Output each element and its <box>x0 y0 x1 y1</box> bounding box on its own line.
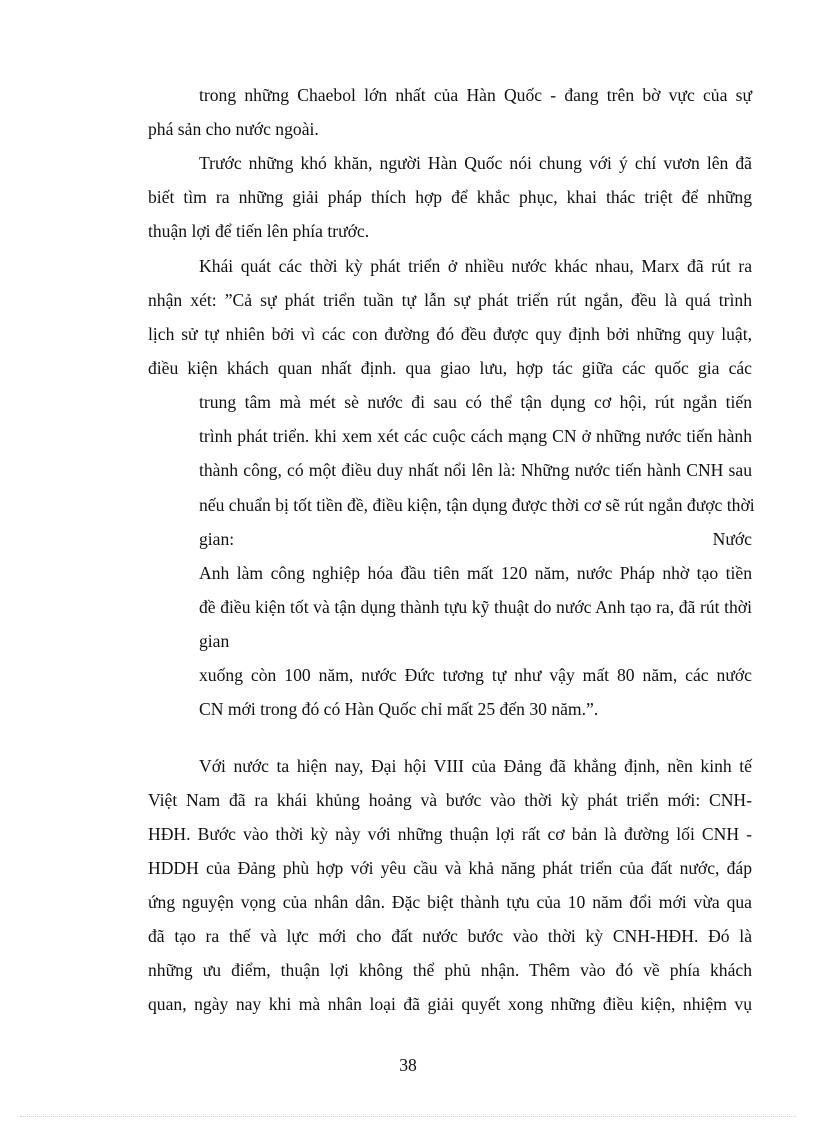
text-line: trung tâm mà mét sè nước đi sau có thể tận dụng cơ hội, rút ngắn tiến <box>199 392 752 412</box>
text-line: nhận xét: ”Cả sự phát triển tuần tự lẫn sự phát triển rút ngắn, đều là quá trình <box>148 290 752 310</box>
text-line: trong những Chaebol lớn nhất của Hàn Quốc - đang trên bờ vực của sự <box>199 85 752 105</box>
page-number: 38 <box>399 1055 417 1075</box>
text-line: CN mới trong đó có Hàn Quốc chỉ mất 25 đến 30 năm.”. <box>199 699 599 719</box>
text-line: ứng nguyện vọng của nhân dân. Đặc biệt thành tựu của 10 năm đổi mới vừa qua <box>148 892 752 912</box>
text-line: Nước <box>712 529 752 549</box>
page-bottom-divider <box>20 1116 796 1117</box>
text-line: gian <box>199 631 230 651</box>
text-line: đề điều kiện tốt và tận dụng thành tựu kỹ thuật do nước Anh tạo ra, đã rút thời <box>199 597 752 617</box>
text-line: phá sản cho nước ngoài. <box>148 119 319 139</box>
text-line: Trước những khó khăn, người Hàn Quốc nói chung với ý chí vươn lên đã <box>199 153 752 173</box>
text-line: HĐH. Bước vào thời kỳ này với những thuận lợi rất cơ bản là đường lối CNH - <box>148 824 752 844</box>
text-line: Anh làm công nghiệp hóa đầu tiên mất 120 năm, nước Pháp nhờ tạo tiền <box>199 563 752 583</box>
text-line: những ưu điểm, thuận lợi không thể phủ nhận. Thêm vào đó về phía khách <box>148 960 752 980</box>
text-line: xuống còn 100 năm, nước Đức tương tự như vậy mất 80 năm, các nước <box>199 665 752 685</box>
text-line: Với nước ta hiện nay, Đại hội VIII của Đảng đã khẳng định, nền kinh tế <box>199 756 752 776</box>
text-line: điều kiện khách quan nhất định. qua giao lưu, hợp tác giữa các quốc gia các <box>148 358 752 378</box>
text-line: gian: <box>199 529 235 549</box>
text-line: Việt Nam đã ra khái khủng hoảng và bước vào thời kỳ phát triển mới: CNH- <box>148 790 752 810</box>
text-line: lịch sử tự nhiên bởi vì các con đường đó đều được quy định bởi những quy luật, <box>148 324 752 344</box>
text-line: quan, ngày nay khi mà nhân loại đã giải quyết xong những điều kiện, nhiệm vụ <box>148 994 752 1014</box>
text-line: biết tìm ra những giải pháp thích hợp để khắc phục, khai thác triệt để những <box>148 187 752 207</box>
text-line: nếu chuẩn bị tốt tiền đề, điều kiện, tận dụng được thời cơ sẽ rút ngắn được thời <box>199 495 755 515</box>
text-line: HDDH của Đảng phù hợp với yêu cầu và khả năng phát triển của đất nước, đáp <box>148 858 752 878</box>
text-line: đã tạo ra thế và lực mới cho đất nước bước vào thời kỳ CNH-HĐH. Đó là <box>148 926 752 946</box>
text-line: Khái quát các thời kỳ phát triển ở nhiều nước khác nhau, Marx đã rút ra <box>199 256 752 276</box>
text-line: trình phát triển. khi xem xét các cuộc cách mạng CN ở những nước tiến hành <box>199 426 752 446</box>
text-line: thuận lợi để tiến lên phía trước. <box>148 221 370 241</box>
text-line: thành công, có một điều duy nhất nổi lên là: Những nước tiến hành CNH sau <box>199 460 752 480</box>
